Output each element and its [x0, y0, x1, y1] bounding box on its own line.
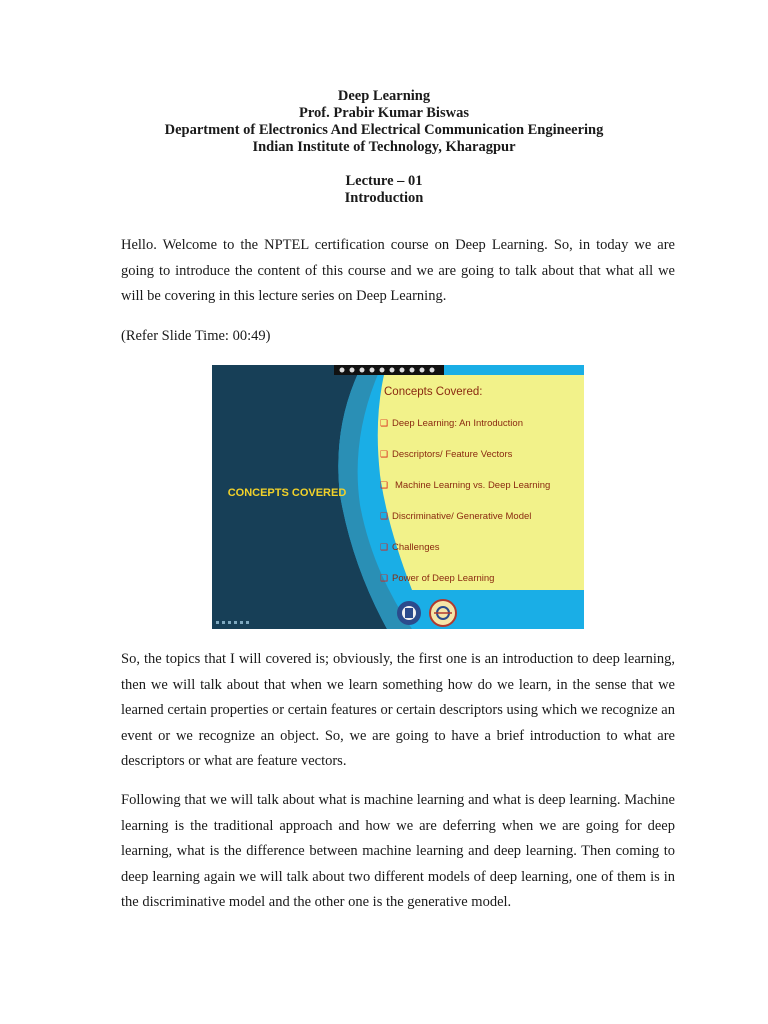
lecture-heading — [0, 173, 768, 207]
slide-bullet-2: ❑ — [380, 450, 389, 460]
slide-item-6: Power of Deep Learning — [392, 573, 495, 584]
department-name: Department of Electronics And Electrical Communication Engineering — [164, 122, 604, 138]
document-header — [0, 88, 768, 156]
slide-item-3: Machine Learning vs. Deep Learning — [395, 480, 551, 491]
slide-bullet-3: ❑ — [380, 481, 389, 491]
slide-bullet-1: ❑ — [380, 419, 389, 429]
slide-heading: Concepts Covered: — [384, 386, 483, 398]
slide-item-4: Discriminative/ Generative Model — [392, 511, 532, 522]
institute-name: Indian Institute of Technology, Kharagpur — [252, 139, 516, 155]
lecture-title: Introduction — [344, 190, 424, 206]
slide-item-5: Challenges — [392, 542, 440, 553]
nptel-logo-icon — [430, 600, 456, 626]
lecture-slide-image — [212, 365, 584, 629]
lecture-number: Lecture – 01 — [345, 173, 423, 189]
course-title: Deep Learning — [337, 88, 431, 104]
topics-paragraph: So, the topics that I will covered is; obviously, the first one is an introduction to deep learning, then we will talk about that when we learn something how do we learn, in the sense that we learned certain properties or certain features or certain descriptors using which we recognize an event or we recognize an object. So, we are going to have a brief introduction to what are descriptors or what are feature vectors. — [121, 651, 675, 769]
following-paragraph: Following that we will talk about what is machine learning and what is deep learning. Machine learning is the traditional approach and how we are deferring when we are going for deep learning, what is the difference between machine learning and deep learning. Then coming to deep learning again we will talk about two different models of deep learning, one of them is in the discriminative model and the other one is the generative model. — [121, 792, 675, 910]
iit-logo-icon — [397, 601, 421, 625]
slide-left-title: CONCEPTS COVERED — [227, 487, 347, 499]
slide-time-reference: (Refer Slide Time: 00:49) — [121, 328, 271, 344]
slide-bullet-4: ❑ — [380, 512, 389, 522]
slide-item-2: Descriptors/ Feature Vectors — [392, 449, 513, 460]
intro-paragraph: Hello. Welcome to the NPTEL certification course on Deep Learning. So, in today we are going to introduce the content of this course and we are going to talk about that what all we will be covering in this lecture series on Deep Learning. — [121, 237, 675, 304]
professor-name: Prof. Prabir Kumar Biswas — [299, 105, 469, 121]
slide-bullet-6: ❑ — [380, 574, 389, 584]
slide-bullet-5: ❑ — [380, 543, 389, 553]
slide-item-1: Deep Learning: An Introduction — [392, 418, 523, 429]
